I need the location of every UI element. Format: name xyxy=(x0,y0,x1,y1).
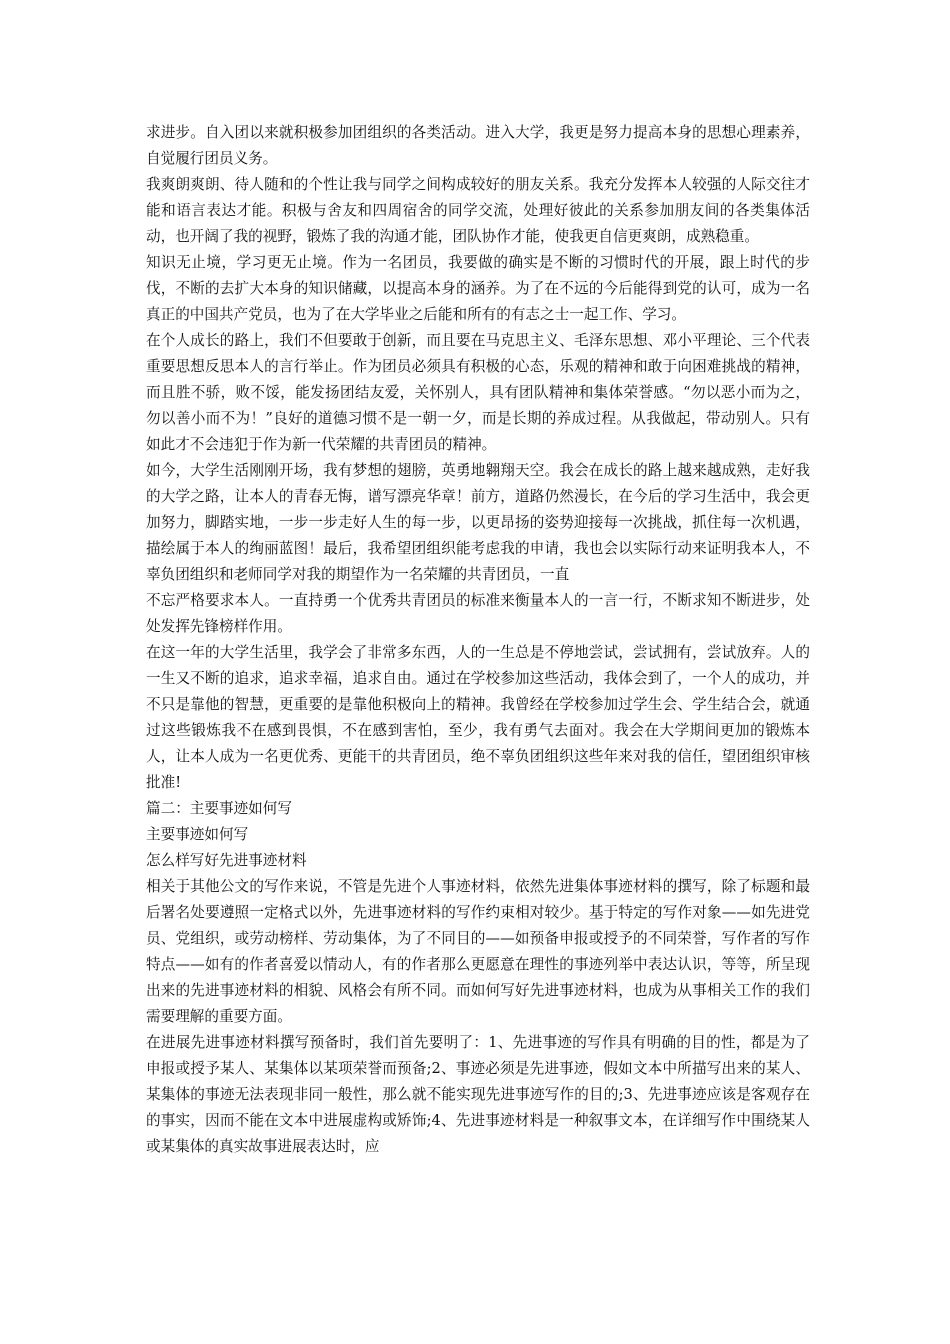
paragraph-1: 求进步。自入团以来就积极参加团组织的各类活动。进入大学，我更是努力提高本身的思想心理素养，自觉履行团员义务。 xyxy=(146,124,810,167)
section-heading: 篇二：主要事迹如何写 xyxy=(146,800,292,817)
paragraph-3: 知识无止境，学习更无止境。作为一名团员，我要做的确实是不断的习惯时代的开展，跟上时代的步伐，不断的去扩大本身的知识储藏，以提高本身的涵养。为了在不远的今后能得到党的认可，成为一名真正的中国共产党员，也为了在大学毕业之后能和所有的有志之士一起工作、学习。 xyxy=(146,254,810,323)
paragraph-6: 不忘严格要求本人。一直持勇一个优秀共青团员的标准来衡量本人的一言一行，不断求知不断进步，处处发挥先锋榜样作用。 xyxy=(146,592,810,635)
paragraph-5: 如今，大学生活刚刚开场，我有梦想的翅膀，英勇地翱翔天空。我会在成长的路上越来越成熟，走好我的大学之路，让本人的青春无悔，谱写漂亮华章！前方，道路仍然漫长，在今后的学习生活中，我会更加努力，脚踏实地，一步一步走好人生的每一步，以更昂扬的姿势迎接每一次挑战，抓住每一次机遇，描绘属于本人的绚丽蓝图！最后，我希望团组织能考虑我的申请，我也会以实际行动来证明我本人，不辜负团组织和老师同学对我的期望作为一名荣耀的共青团员，一直 xyxy=(146,462,810,583)
paragraph-2: 我爽朗爽朗、待人随和的个性让我与同学之间构成较好的朋友关系。我充分发挥本人较强的人际交往才能和语言表达才能。积极与舍友和四周宿舍的同学交流，处理好彼此的关系参加朋友间的各类集体活动，也开阔了我的视野，锻炼了我的沟通才能，团队协作才能，使我更自信更爽朗，成熟稳重。 xyxy=(146,176,810,245)
paragraph-9: 在进展先进事迹材料撰写预备时，我们首先要明了：1、先进事迹的写作具有明确的目的性，都是为了申报或授予某人、某集体以某项荣誉而预备;2、事迹必须是先进事迹，假如文本中所描写出来的某人、某集体的事迹无法表现非同一般性，那么就不能实现先进事迹写作的目的;3、先进事迹应该是客观存在的事实，因而不能在文本中进展虚构或矫饰;4、先进事迹材料是一种叙事文本，在详细写作中围绕某人或某集体的真实故事进展表达时，应 xyxy=(146,1034,810,1155)
document-body xyxy=(146,120,810,1160)
paragraph-8: 相关于其他公文的写作来说，不管是先进个人事迹材料，依然先进集体事迹材料的撰写，除了标题和最后署名处要遵照一定格式以外，先进事迹材料的写作约束相对较少。基于特定的写作对象——如先进党员、党组织，或劳动榜样、劳动集体，为了不同目的——如预备申报或授予的不同荣誉，写作者的写作特点——如有的作者喜爱以情动人，有的作者那么更愿意在理性的事迹列举中表达认识，等等，所呈现出来的先进事迹材料的相貌、风格会有所不同。而如何写好先进事迹材料，也成为从事相关工作的我们需要理解的重要方面。 xyxy=(146,878,810,1025)
paragraph-7: 在这一年的大学生活里，我学会了非常多东西，人的一生总是不停地尝试，尝试拥有，尝试放弃。人的一生又不断的追求，追求幸福，追求自由。通过在学校参加这些活动，我体会到了，一个人的成功，并不只是靠他的智慧，更重要的是靠他积极向上的精神。我曾经在学校参加过学生会、学生结合会，就通过这些锻炼我不在感到畏惧，不在感到害怕，至少，我有勇气去面对。我会在大学期间更加的锻炼本人，让本人成为一名更优秀、更能干的共青团员，绝不辜负团组织这些年来对我的信任，望团组织审核批准! xyxy=(146,644,810,791)
subheading-1: 主要事迹如何写 xyxy=(146,826,249,843)
paragraph-4: 在个人成长的路上，我们不但要敢于创新，而且要在马克思主义、毛泽东思想、邓小平理论、三个代表重要思想反思本人的言行举止。作为团员必须具有积极的心态，乐观的精神和敢于向困难挑战的精神，而且胜不骄，败不馁，能发扬团结友爱，关怀别人，具有团队精神和集体荣誉感。“勿以恶小而为之，勿以善小而不为！”良好的道德习惯不是一朝一夕，而是长期的养成过程。从我做起，带动别人。只有如此才不会违犯于作为新一代荣耀的共青团员的精神。 xyxy=(146,332,810,453)
subheading-2: 怎么样写好先进事迹材料 xyxy=(146,852,307,869)
